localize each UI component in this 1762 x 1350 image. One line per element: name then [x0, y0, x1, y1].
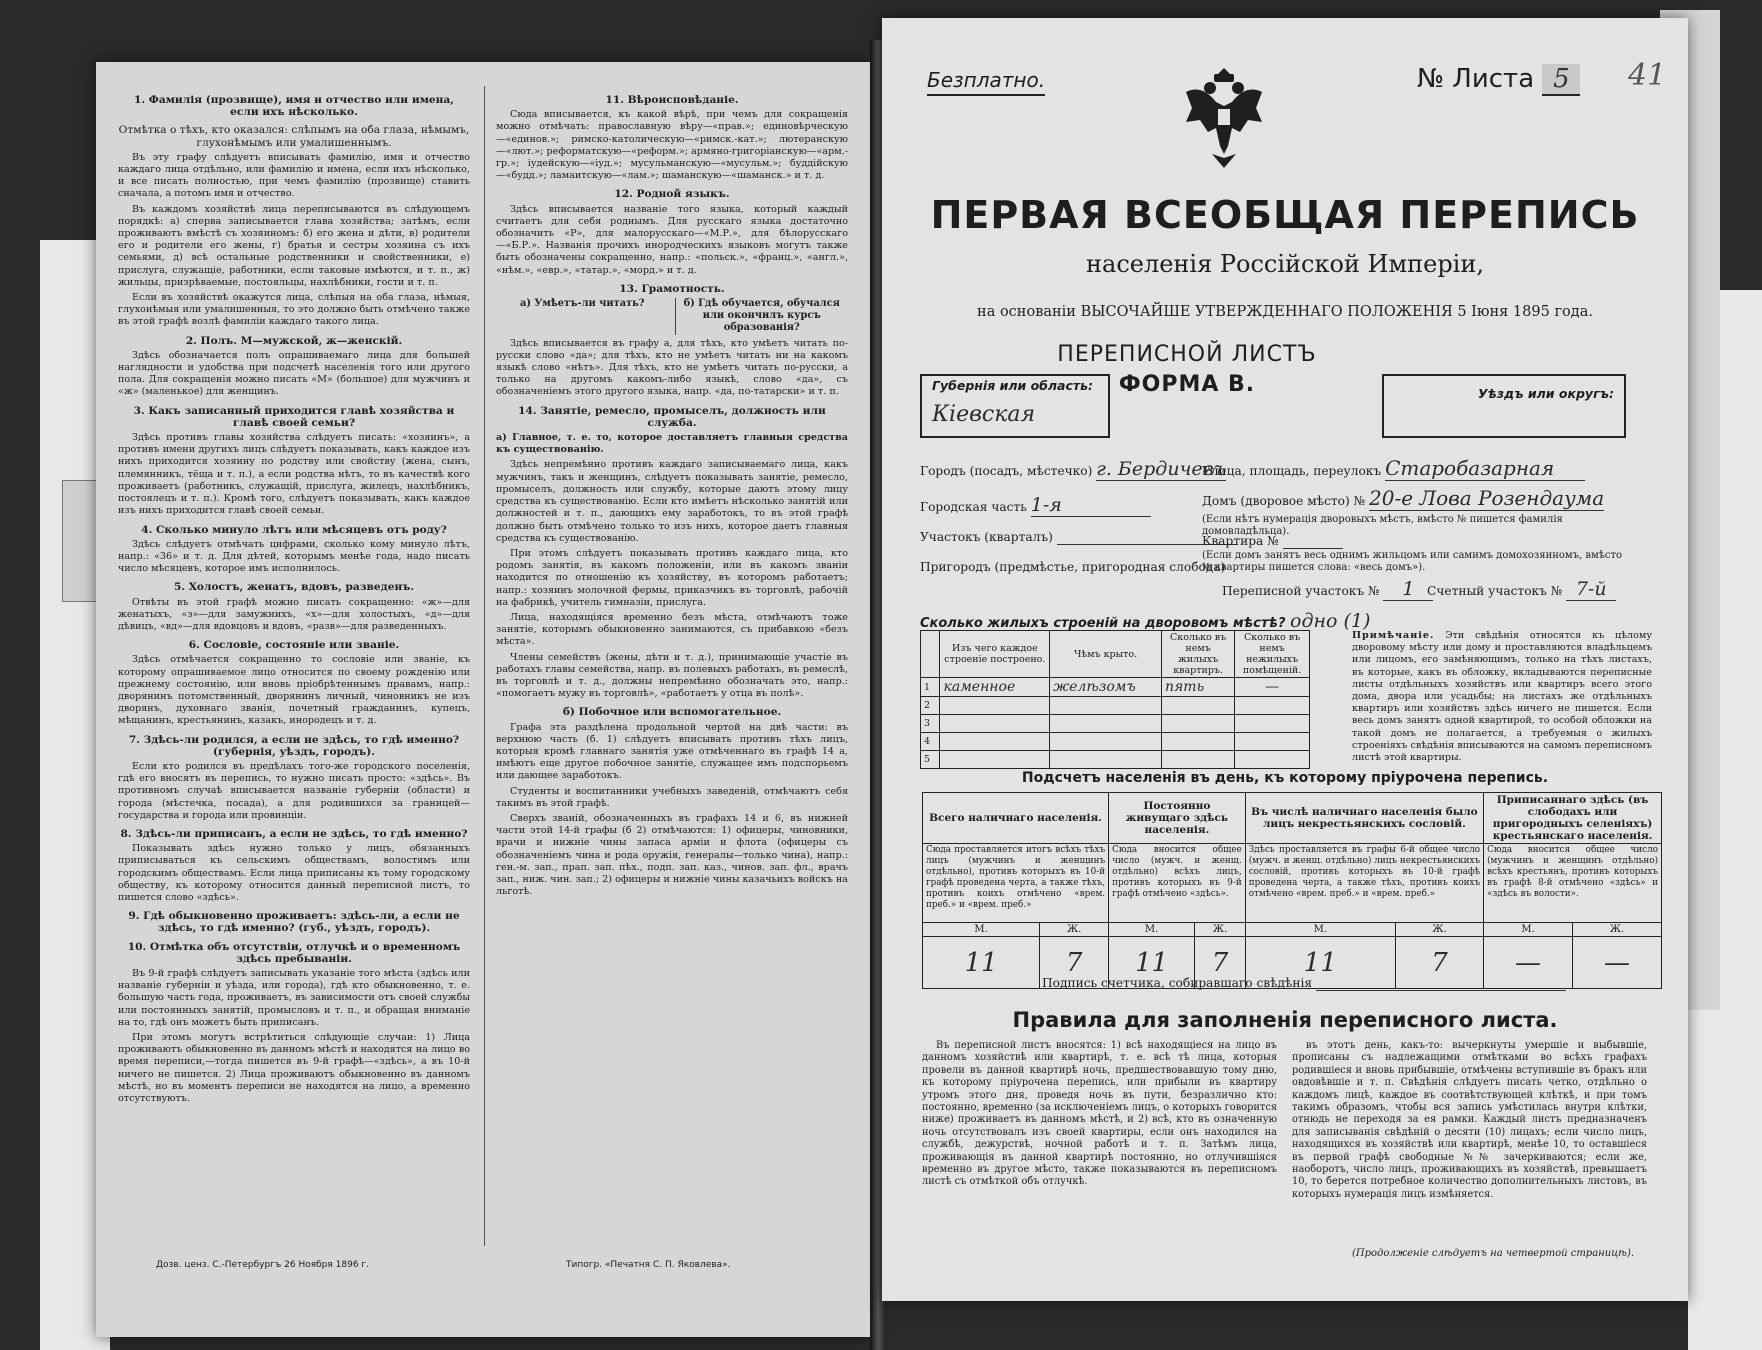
count-precinct-value: 7-й — [1566, 578, 1616, 601]
female-label: Ж. — [1040, 923, 1109, 937]
row-number: 2 — [921, 697, 940, 715]
rules-title: Правила для заполненія переписного листа. — [1012, 1008, 1558, 1032]
sheet-title-line2: ФОРМА В. — [1118, 372, 1256, 397]
left-footer-note: Дозв. ценз. С.-Петербургъ 26 Ноября 1896 г. — [156, 1260, 370, 1270]
heading-15: б) Побочное или вспомогательное. — [562, 706, 782, 719]
province-label: Губернія или область: — [932, 378, 1094, 393]
material-cell — [940, 697, 1050, 715]
column-header: Изъ чего каждое строеніе построено. — [940, 631, 1050, 678]
apartment-value — [1283, 534, 1343, 549]
count-cell: 7 — [1395, 937, 1483, 989]
sheet-title — [1037, 340, 1337, 400]
paragraph: Здѣсь противъ главы хозяйства слѣдуетъ писать: «хозяинъ», а противъ имени другихъ лицъ слѣдуетъ показывать, какъ каждое изъ нихъ приходится хозяину по родству или свойству (жена, сынъ, племянникъ, тёща и т. п.), а если родства нѣтъ, то въ качествѣ кого проживаетъ (работникъ, служащій, прислуга, жилецъ, нахлѣбникъ, постоялецъ и т. п.). Кромѣ того, слѣдуетъ показывать, какъ каждое изъ нихъ приходится главѣ своей семьи. — [118, 432, 470, 517]
paragraph: Здѣсь вписывается названіе того языка, который каждый считаетъ для себя роднымъ. Для русскаго языка достаточно обозначить «Р», для малорусскаго—«М.Р.», для бѣлорусскаго—«Б.Р.». Названія прочихъ инородческихъ языковъ могутъ также быть обозначены сокращенно, напр.: «польск.», «франц.», «англ.», «нѣм.», «евр.», «татар.», «морд.» и т. д. — [496, 203, 848, 276]
buildings-label: Сколько жилыхъ строеній на дворовомъ мѣстѣ? — [920, 616, 1286, 631]
district-label: Уѣздъ или округъ: — [1477, 386, 1614, 401]
table-row — [923, 844, 1662, 923]
paragraph: Если въ хозяйствѣ окажутся лица, слѣпыя на оба глаза, нѣмыя, глухонѣмыя или умалишенныя, то это должно быть отмѣчено также въ этой графѣ возлѣ фамиліи каждаго такого лица. — [118, 292, 470, 328]
apartment-note: (Если домъ занятъ весь однимъ жильцомъ или самимъ домохозяиномъ, вмѣсто № квартиры пишется слова: «весь домъ»). — [1202, 550, 1623, 573]
row-number-header — [921, 631, 940, 678]
heading-12: 12. Родной языкъ. — [614, 188, 730, 201]
row-number: 3 — [921, 715, 940, 733]
precinct-label: Участокъ (кварталъ) — [920, 530, 1053, 544]
paragraph: Въ каждомъ хозяйствѣ лица переписываются въ слѣдующемъ порядкѣ: а) сперва записывается глава хозяйства; затѣмъ, если проживаютъ вмѣстѣ съ хозяиномъ: б) его жена и дѣти, в) родители его и родители его жены, г) братья и сестры хозяина съ ихъ семьями, д) всѣ остальные родственники и свойственники, е) прислуга, служащіе, работники, если таковые имѣются, и т. п., ж) жильцы, призрѣваемые, постояльцы, нахлѣбники, гости и т. п. — [118, 203, 470, 288]
nonresidential-cell — [1235, 751, 1310, 769]
heading-3: 3. Какъ записанный приходится главѣ хозяйства и главѣ своей семьи? — [133, 404, 455, 429]
paragraph: Члены семействъ (жены, дѣти и т. д.), принимающіе участіе въ работахъ главы семейства, напр. въ полевыхъ работахъ, въ ремеслѣ, въ торговлѣ и т. д., должны непремѣнно обозначать это, напр.: «помогаетъ мужу въ торговлѣ», «работаетъ у отца въ полѣ». — [496, 651, 848, 700]
count-cell: 7 — [1195, 937, 1246, 989]
male-label: М. — [1245, 923, 1395, 937]
table-row — [921, 697, 1310, 715]
roof-cell: желѣзомъ — [1050, 678, 1162, 697]
flats-cell: пять — [1162, 678, 1235, 697]
free-label: Безплатно. — [927, 68, 1045, 96]
flats-cell — [1162, 697, 1235, 715]
suburb-field — [920, 560, 1225, 574]
roof-cell — [1050, 751, 1162, 769]
count-cell: — — [1484, 937, 1573, 989]
city-part-value: 1-я — [1031, 494, 1151, 517]
material-cell — [940, 751, 1050, 769]
street-field — [1202, 456, 1585, 481]
paragraph: Если кто родился въ предѣлахъ того-же городского поселенія, гдѣ его вносятъ въ перепись, то нужно писать просто: «здѣсь». Въ противномъ случаѣ вписывается названіе губерніи (области) и города (мѣстечка, посада), а для родившихся за границей—государства и города или провинціи. — [118, 760, 470, 821]
house-note: (Если нѣтъ нумерація дворовыхъ мѣстъ, вмѣсто № пишется фамилія домовладѣльца). — [1202, 514, 1563, 537]
material-cell — [940, 715, 1050, 733]
material-cell: каменное — [940, 678, 1050, 697]
table-row — [921, 733, 1310, 751]
population-count-title: Подсчетъ населенія въ день, къ которому пріурочена перепись. — [1021, 770, 1549, 786]
sheet-number-label: № Листа — [1417, 64, 1535, 94]
column-description: Сюда вносится общее число (мужч. и женщ. отдѣльно) всѣхъ лицъ, противъ которыхъ въ 9-й графѣ отмѣчено «здѣсь». — [1109, 844, 1246, 923]
population-table — [922, 792, 1662, 989]
roof-cell — [1050, 697, 1162, 715]
enumerator-signature — [1042, 976, 1566, 991]
margin-number: 41 — [1628, 58, 1667, 93]
street-value: Старобазарная — [1385, 456, 1585, 481]
paragraph: Отвѣты въ этой графѣ можно писать сокращенно: «ж»—для женатыхъ, «з»—для замужнихъ, «х»—для холостыхъ, «д»—для дѣвицъ, «вд»—для вдовцовъ и вдовъ, «разв»—для разведенныхъ. — [118, 596, 470, 632]
buildings-value: одно (1) — [1290, 610, 1371, 632]
flats-cell — [1162, 751, 1235, 769]
sheet-title-line1: ПЕРЕПИСНОЙ ЛИСТЪ — [1057, 342, 1317, 367]
paragraph: Здѣсь слѣдуетъ отмѣчать цифрами, сколько кому минуло лѣтъ, напр.: «36» и т. д. Для дѣтей, которымъ менѣе года, надо писать число мѣсяцевъ, которое имъ исполнилось. — [118, 538, 470, 575]
census-form-page — [882, 18, 1688, 1301]
buildings-field — [920, 610, 1370, 632]
female-label: Ж. — [1395, 923, 1483, 937]
paragraph: Здѣсь непремѣнно противъ каждаго записываемаго лица, какъ мужчинъ, такъ и женщинъ, слѣдуетъ показывать занятіе, ремесло, промыселъ, должность или службу, которые даютъ этому лицу средства къ существованію. Если кто имѣетъ нѣсколько занятій или должностей и т. п., дающихъ ему заработокъ, то въ этой графѣ должно быть отмѣчено только то изъ нихъ, которое даетъ главныя средства къ существованію. — [496, 459, 848, 544]
heading-7: 7. Здѣсь-ли родился, а если не здѣсь, то гдѣ именно? (губернія, уѣздъ, городъ). — [128, 733, 460, 758]
heading-13: 13. Грамотность. — [619, 282, 725, 295]
paragraph: въ этотъ день, какъ-то: вычеркнуты умершіе и выбывшіе, прописаны съ надлежащими отмѣтками во всѣхъ графахъ родившіеся и вновь прибывшіе, отмѣчены вступившіе въ бракъ или овдовѣвшіе и т. п. Свѣдѣнія слѣдуетъ писать четко, отдѣльно о каждомъ лицѣ, каждое въ соотвѣтствующей клѣткѣ, и при томъ такимъ образомъ, чтобы вся запись умѣстилась внутри клѣтки, отнюдь не переходя за ея рамки. Каждый листъ предназначенъ для записыванія свѣдѣній о десяти (10) лицахъ; если число лицъ, находящихся въ хозяйствѣ или квартирѣ, менѣе 10, то оставшіеся въ первой графѣ свободные №№ зачеркиваются; если же, наоборотъ, число лицъ, проживающихъ въ хозяйствѣ, превышаетъ 10, то берется потребное количество дополнительныхъ листовъ, въ которыхъ нумерація лицъ измѣняется. — [1292, 1040, 1647, 1200]
row-number: 5 — [921, 751, 940, 769]
heading-14: 14. Занятіе, ремесло, промыселъ, должность или служба. — [518, 404, 826, 429]
count-cell: 11 — [923, 937, 1040, 989]
column-header: Въ числѣ наличнаго населенія было лицъ некрестьянскихъ сословій. — [1245, 793, 1483, 844]
form-subtitle: населенія Россійской Имперіи, — [1086, 250, 1484, 278]
row-number: 1 — [921, 678, 940, 697]
paragraph: Лица, находящіяся временно безъ мѣста, отмѣчаютъ тоже занятіе, которымъ обыкновенно занимаются, съ прибавкою «безъ мѣста». — [496, 611, 848, 648]
right-footer-note: Типогр. «Печатня С. П. Яковлева». — [566, 1260, 731, 1270]
male-label: М. — [1109, 923, 1195, 937]
rules-column-1 — [922, 1040, 1277, 1240]
city-label: Городъ (посадъ, мѣстечко) — [920, 464, 1093, 478]
column-description: Сюда проставляется итогъ всѣхъ тѣхъ лицъ (мужчинъ и женщинъ отдѣльно), противъ которыхъ въ 10-й графѣ проведена черта, а также тѣхъ, противъ коихъ отмѣчено «врем. преб.» и «врем. преб.» — [923, 844, 1109, 923]
left-page — [96, 62, 872, 1337]
note-text: Эти свѣдѣнія относятся къ цѣлому дворовому мѣсту или дому и проставляются владѣльцемъ или лицомъ, его замѣняющимъ, только на тѣхъ листахъ, въ которые, какъ въ обложку, вкладываются переписные листы отдѣльныхъ хозяйствъ или квартиръ всего этого дома, двора или усадьбы; на листахъ же отдѣльныхъ квартиръ или хозяйствъ здѣсь ничего не пишется. Если весь домъ занятъ одной квартирой, то особой обложки на такой домъ не полагается, а требуемыя о жилыхъ строеніяхъ свѣдѣнія вписываются на самомъ переписномъ листѣ этой квартиры. — [1352, 630, 1652, 764]
count-cell: 7 — [1040, 937, 1109, 989]
table-row — [921, 715, 1310, 733]
buildings-note — [1352, 630, 1652, 764]
census-precinct-field — [1222, 578, 1433, 601]
literacy-subheads — [496, 298, 848, 335]
paragraph: Здѣсь вписывается въ графу а, для тѣхъ, кто умѣетъ читать по-русски слово «да»; для тѣхъ, кто не умѣетъ читать ни на какомъ языкѣ слово «нѣтъ». Для тѣхъ, кто не умѣетъ читать по-русски, а только на другомъ какомъ-либо языкѣ, слово «да», съ обозначеніемъ этого другого языка, напр. «да, по-татарски» и т. п. — [496, 337, 848, 398]
apartment-field — [1202, 534, 1343, 549]
column-description: Сюда вносится общее число (мужчинъ и женщинъ отдѣльно) всѣхъ крестьянъ, противъ которыхъ въ графѣ 8-й отмѣчено «здѣсь» и «здѣсь въ волости». — [1484, 844, 1662, 923]
heading-4: 4. Сколько минуло лѣтъ или мѣсяцевъ отъ роду? — [141, 523, 447, 536]
city-value: г. Бердичевъ — [1096, 458, 1227, 480]
heading-11: 11. Вѣроисповѣданіе. — [605, 94, 739, 106]
house-field — [1202, 486, 1604, 511]
house-label: Домъ (дворовое мѣсто) № — [1202, 494, 1366, 508]
enumerator-signature-line — [1316, 976, 1566, 991]
district-box — [1382, 374, 1626, 438]
paragraph: Сверхъ званій, обозначенныхъ въ графахъ 14 и 6, въ нижней части этой 14-й графы (б 2) отмѣчаются: 1) офицеры, чиновники, врачи и нижніе чины запаса арміи и флота (офицеры съ обозначеніемъ чина и рода оружія, генералы—только чина), напр.: ген.-м. зап., прап. зап. пѣх., подп. зап. каз., чинов. зап. фл., врачъ зап., ниж. чин. зап.; 2) офицеры и нижніе чины казачьихъ войскъ на льготѣ. — [496, 812, 848, 898]
census-precinct-value: 1 — [1383, 578, 1433, 601]
nonresidential-cell — [1235, 697, 1310, 715]
heading-1b: Отмѣтка о тѣхъ, кто оказался: слѣпымъ на оба глаза, нѣмымъ, глухонѣмымъ или умалишеннымъ. — [118, 124, 470, 149]
paragraph: Студенты и воспитанники учебныхъ заведеній, отмѣчаютъ себя такимъ въ этой графѣ. — [496, 785, 848, 809]
city-part-label: Городская часть — [920, 500, 1027, 514]
column-header: Постоянно живущаго здѣсь населенія. — [1109, 793, 1246, 844]
table-row — [921, 751, 1310, 769]
subhead-c: а) Главное, т. е. то, которое доставляетъ главныя средства къ существованію. — [496, 432, 848, 456]
nonresidential-cell — [1235, 715, 1310, 733]
heading-10: 10. Отмѣтка объ отсутствіи, отлучкѣ и о временномъ здѣсь пребываніи. — [127, 940, 461, 965]
column-header: Сколько въ немъ нежилыхъ помѣщеній. — [1235, 631, 1310, 678]
gender-header-row — [923, 923, 1662, 937]
double-headed-eagle-icon — [1182, 62, 1266, 172]
column-header: Всего наличнаго населенія. — [923, 793, 1109, 844]
nonresidential-cell: — — [1235, 678, 1310, 697]
suburb-label: Пригородъ (предмѣстье, пригородная слобода) — [920, 560, 1226, 574]
table-row — [921, 678, 1310, 697]
count-cell: — — [1573, 937, 1662, 989]
heading-1: 1. Фамилія (прозвище), имя и отчество или имена, если ихъ нѣсколько. — [134, 94, 454, 119]
row-number: 4 — [921, 733, 940, 751]
roof-cell — [1050, 715, 1162, 733]
male-label: М. — [1484, 923, 1573, 937]
heading-5: 5. Холостъ, женатъ, вдовъ, разведенъ. — [173, 581, 415, 594]
paragraph: Здѣсь обозначается полъ опрашиваемаго лица для большей наглядности и удобства при подсчетѣ населенія того или другого пола. Для сокращенія можно писать «М» (большое) для мужчинъ и «ж» (маленькое) для женщинъ. — [118, 349, 470, 398]
paragraph: При этомъ слѣдуетъ показывать противъ каждаго лица, кто родомъ занятія, въ какомъ положеніи, или въ какомъ званіи находится по отношенію къ хозяйству, въ которомъ работаетъ; напр.: хозяинъ молочной фермы, приказчикъ въ торговлѣ, рабочій на фабрикѣ, учитель гимназіи, прислуга. — [496, 547, 848, 608]
street-label: Улица, площадь, переулокъ — [1202, 464, 1382, 478]
enumerator-signature-label: Подпись счетчика, собиравшаго свѣдѣнія — [1042, 976, 1313, 990]
city-part-field — [920, 494, 1151, 517]
count-precinct-field — [1427, 578, 1616, 601]
apartment-label: Квартира № — [1202, 534, 1279, 548]
paragraph: Въ 9-й графѣ слѣдуетъ записывать указаніе того мѣста (здѣсь или названіе губерніи и уѣзда, или города), гдѣ кто обыкновенно, т. е. большую часть года, проживаетъ, въ зависимости отъ своей службы или постоянныхъ занятій, промысловъ и т. п., и обращая вниманіе на то, гдѣ онъ можетъ быть приписанъ. — [118, 968, 470, 1028]
column-description: Здѣсь проставляется въ графы 6-й общее число (мужч. и женщ. отдѣльно) лицъ некрестьянскихъ сословій, противъ которыхъ въ 10-й графѣ проведена черта, а также тѣхъ, противъ коихъ отмѣчено «врем. преб.» и «врем. преб.» — [1245, 844, 1483, 923]
heading-8: 8. Здѣсь-ли приписанъ, а если не здѣсь, то гдѣ именно? — [120, 827, 468, 840]
census-precinct-label: Переписной участокъ № — [1222, 584, 1380, 598]
heading-2: 2. Полъ. М—мужской, ж—женскій. — [185, 334, 403, 347]
count-cell: 11 — [1109, 937, 1195, 989]
column-header: Чѣмъ крыто. — [1050, 631, 1162, 678]
sheet-number — [1417, 64, 1580, 96]
city-field — [920, 458, 1226, 481]
rules-column-2 — [1292, 1040, 1647, 1240]
column-header: Приписаннаго здѣсь (въ слободахъ или пригородныхъ селеніяхъ) крестьянскаго населенія. — [1484, 793, 1662, 844]
table-header-row — [921, 631, 1310, 678]
flats-cell — [1162, 733, 1235, 751]
paragraph: Въ эту графу слѣдуетъ вписывать фамилію, имя и отчество каждаго лица отдѣльно, или фамилію и имена, если ихъ нѣсколько, и все писать полностью, при чемъ фамилію (прозвище) ставить сначала, а потомъ имя и отчество. — [118, 151, 470, 200]
paragraph: Здѣсь отмѣчается сокращенно то сословіе или званіе, къ которому опрашиваемое лицо относится по своему рожденію или прежнему состоянію, или вновь пріобрѣтеннымъ правамъ, напр.: дворянинъ потомственный, дворянинъ личный, чиновникъ не изъ дворянъ, духовнаго званія, почетный гражданинъ, купецъ, мѣщанинъ, крестьянинъ, казакъ, инородецъ и т. д. — [118, 654, 470, 727]
flats-cell — [1162, 715, 1235, 733]
female-label: Ж. — [1573, 923, 1662, 937]
heading-6: 6. Сословіе, состояніе или званіе. — [188, 639, 400, 652]
continuation-note: (Продолженіе слѣдуетъ на четвертой страницѣ). — [1352, 1248, 1635, 1259]
female-label: Ж. — [1195, 923, 1246, 937]
instructions-column-2 — [496, 88, 848, 1248]
instructions-column-1 — [118, 88, 470, 1248]
count-precinct-label: Счетный участокъ № — [1427, 584, 1563, 598]
male-label: М. — [923, 923, 1040, 937]
heading-9: 9. Гдѣ обыкновенно проживаетъ: здѣсь-ли, а если не здѣсь, то гдѣ именно? (губ., уѣздъ, городъ). — [128, 910, 460, 935]
roof-cell — [1050, 733, 1162, 751]
subhead-a: а) Умѣетъ-ли читать? — [519, 298, 645, 310]
precinct-field — [920, 530, 1237, 545]
table-header-row — [923, 793, 1662, 844]
count-cell: 11 — [1245, 937, 1395, 989]
paragraph: Сюда вписывается, къ какой вѣрѣ, при чемъ для сокращенія можно отмѣчать: православную вѣру—«прав.»; единовѣрческую—«единов.»; римско-католическую—«римск.-кат.»; лютеранскую—«лют.»; реформатскую—«реформ.»; армяно-григоріанскую—«арм.-гр.»; іудейскую—«іуд.»; мусульманскую—«мусульм.»; буддійскую—«будд.»; ламаитскую—«лам.»; шаманскую—«шаманск.» и т. д. — [496, 109, 848, 182]
paragraph: Графа эта раздѣлена продольной чертой на двѣ части: въ верхнюю часть (б. 1) слѣдуетъ вписывать противъ тѣхъ лицъ, которыя кромѣ главнаго занятія уже отмѣченнаго въ графѣ 14 а, имѣютъ еще другое побочное занятіе, служащее имъ подспорьемъ или дающее заработокъ. — [496, 721, 848, 782]
buildings-table — [920, 630, 1310, 769]
subhead-b: б) Гдѣ обучается, обучался или окончилъ курсъ образованія? — [675, 298, 849, 335]
paragraph: Показывать здѣсь нужно только у лицъ, обязанныхъ приписываться къ сельскимъ обществамъ, волостямъ или городскимъ обществамъ. Если лица приписаны къ тому городскому обществу, къ которому относится данный переписной листъ, то пишется слово «здѣсь». — [118, 843, 470, 903]
column-header: Сколько въ немъ жилыхъ квартиръ. — [1162, 631, 1235, 678]
house-value: 20-е Лова Розендаума — [1369, 486, 1605, 510]
province-value: Кіевская — [932, 402, 1036, 427]
nonresidential-cell — [1235, 733, 1310, 751]
paragraph: Въ переписной листъ вносятся: 1) всѣ находящіеся на лицо въ данномъ хозяйствѣ или квартирѣ, т. е. всѣ тѣ лица, которыя провели въ данной квартирѣ ночь, предшествовавшую тому дню, къ которому пріурочена перепись, или прибыли въ квартиру утромъ этого дня, проведя ночь въ пути, безразлично кто: постоянно, временно (за исключеніемъ лицъ, о которыхъ говорится ниже) проживаетъ въ данномъ мѣстѣ, и 2) всѣ, кто въ означенную ночь отсутствовалъ изъ своей квартиры, если онъ находился на службѣ, дежурствѣ, ночной работѣ и т. п. Затѣмъ лица, проживающія въ данной квартирѣ постоянно, но отлучившіяся временно въ другое мѣсто, также показываются въ переписномъ листѣ съ отмѣткой объ отлучкѣ. — [922, 1040, 1277, 1188]
paragraph: При этомъ могутъ встрѣтиться слѣдующіе случаи: 1) Лица проживаютъ обыкновенно въ данномъ мѣстѣ и находятся на лицо во время переписи,—тогда пишется въ 9-й графѣ—«здѣсь», а въ 10-й ничего не пишется. 2) Лица проживаютъ обыкновенно въ данномъ мѣстѣ, но въ моментъ переписи не находятся на лицо, а временно отсутствуютъ. — [118, 1032, 470, 1105]
form-title: ПЕРВАЯ ВСЕОБЩАЯ ПЕРЕПИСЬ — [930, 193, 1640, 237]
legal-basis: на основаніи ВЫСОЧАЙШЕ УТВЕРЖДЕННАГО ПОЛОЖЕНІЯ 5 Іюня 1895 года. — [977, 304, 1593, 320]
material-cell — [940, 733, 1050, 751]
column-divider — [484, 86, 485, 1246]
sheet-number-value: 5 — [1542, 64, 1580, 96]
note-title: Примѣчаніе. — [1352, 630, 1435, 641]
